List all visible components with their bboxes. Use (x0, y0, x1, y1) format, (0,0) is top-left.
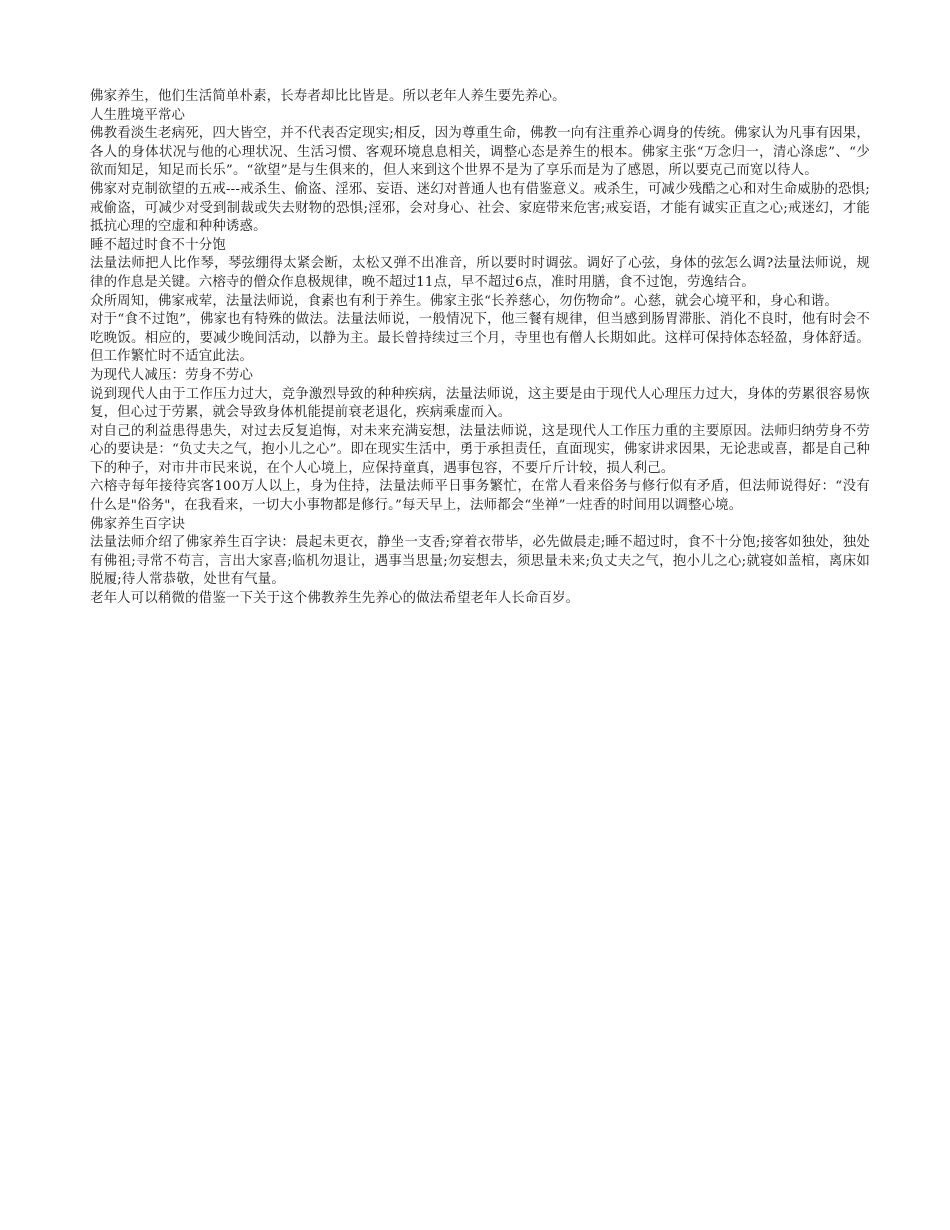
intro-paragraph: 佛家养生，他们生活简单朴素，长寿者却比比皆是。所以老年人养生要先养心。 (90, 89, 566, 104)
paragraph: 对于“食不过饱”，佛家也有特殊的做法。法量法师说，一般情况下，他三餐有规律，但当感到肠胃滞胀、消化不良时，他有时会不吃晚饭。相应的，要减少晚间活动，以静为主。最长曾持续过三个月，寺里也有僧人长期如此。这样可保持体态轻盈，身体舒适。但工作繁忙时不适宜此法。 (90, 312, 870, 365)
paragraph: 法量法师把人比作琴，琴弦绷得太紧会断，太松又弹不出准音，所以要时时调弦。调好了心弦，身体的弦怎么调?法量法师说，规律的作息是关键。六榕寺的僧众作息极规律，晚不超过11点，早不超过6点，准时用膳，食不过饱，劳逸结合。 (90, 256, 870, 290)
section-heading-2: 睡不超过时食不十分饱 (90, 237, 226, 253)
article-body (90, 88, 870, 609)
paragraph: 说到现代人由于工作压力过大，竞争激烈导致的种种疾病，法量法师说，这主要是由于现代人心理压力过大，身体的劳累很容易恢复，但心过于劳累，就会导致身体机能提前衰老退化，疾病乘虚而入。 (90, 386, 870, 421)
section-heading-1: 人生胜境平常心 (90, 107, 186, 123)
section-heading-4: 佛家养生百字诀 (90, 516, 186, 532)
section-heading-3: 为现代人减压：劳身不劳心 (90, 367, 254, 383)
paragraph: 众所周知，佛家戒荤，法量法师说，食素也有利于养生。佛家主张“长养慈心，勿伤物命”。心慈，就会心境平和，身心和谐。 (90, 293, 838, 309)
paragraph: 对自己的利益患得患失，对过去反复追悔，对未来充满妄想，法量法师说，这是现代人工作压力重的主要原因。法师归纳劳身不劳心的要诀是：“负丈夫之气，抱小儿之心”。即在现实生活中，勇于承担责任，直面现实，佛家讲求因果，无论悲或喜，都是自己种下的种子，对市井市民来说，在个人心境上，应保持童真，遇事包容，不要斤斤计较，损人利己。 (90, 423, 870, 476)
paragraph: 六榕寺每年接待宾客100万人以上，身为住持，法量法师平日事务繁忙，在常人看来俗务与修行似有矛盾，但法师说得好：“没有什么是"俗务"，在我看来，一切大小事物都是修行。”每天早上，法师都会“坐禅”一炷香的时间用以调整心境。 (90, 479, 870, 514)
paragraph: 佛教看淡生老病死，四大皆空，并不代表否定现实;相反，因为尊重生命，佛教一向有注重养心调身的传统。佛家认为凡事有因果，各人的身体状况与他的心理状况、生活习惯、客观环境息息相关，调整心态是养生的根本。佛家主张“万念归一，清心涤虑”、“少欲而知足，知足而长乐”。“欲望”是与生俱来的，但人来到这个世界不是为了享乐而是为了感恩，所以要克己而宽以待人。 (90, 126, 870, 179)
closing-paragraph: 老年人可以稍微的借鉴一下关于这个佛教养生先养心的做法希望老年人长命百岁。 (90, 591, 580, 607)
paragraph: 法量法师介绍了佛家养生百字诀：晨起未更衣，静坐一支香;穿着衣带毕，必先做晨走;睡不超过时，食不十分饱;接客如独处，独处有佛祖;寻常不苟言，言出大家喜;临机勿退让，遇事当思量;勿妄想去，须思量未来;负丈夫之气，抱小儿之心;就寝如盖棺，离床如脱履;待人常恭敬，处世有气量。 (90, 535, 870, 588)
paragraph: 佛家对克制欲望的五戒---戒杀生、偷盗、淫邪、妄语、迷幻对普通人也有借鉴意义。戒杀生，可减少残酷之心和对生命威胁的恐惧;戒偷盗，可减少对受到制裁或失去财物的恐惧;淫邪，会对身心、社会、家庭带来危害;戒妄语，才能有诚实正直之心;戒迷幻，才能抵抗心理的空虚和种种诱惑。 (90, 181, 870, 235)
